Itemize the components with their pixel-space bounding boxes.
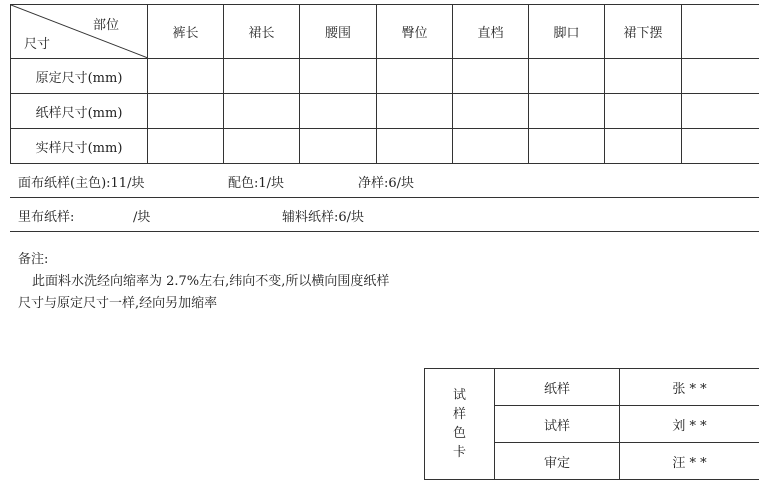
table-row [11,59,759,94]
diagonal-header [11,5,147,58]
corner-label-part: 部位 [92,18,119,33]
table-cell [300,94,377,129]
table-cell [453,129,529,164]
notes-line: 尺寸与原定尺寸一样,经向另加缩率 [18,296,218,311]
column-header: 臀位 [377,5,453,59]
lining-paper: 里布纸样: [18,210,75,225]
notes-line: 此面料水洗经向缩率为 2.7%左右,纬向不变,所以横向围度纸样 [32,274,390,289]
signoff-person: 汪 * * [620,443,759,480]
table-cell [148,94,224,129]
table-cell [300,129,377,164]
table-cell [300,59,377,94]
table-cell [682,129,759,164]
table-cell [377,59,453,94]
signoff-person: 刘 * * [620,406,759,443]
table-cell [529,94,605,129]
table-cell [148,59,224,94]
table-cell [453,94,529,129]
main-fabric-paper: 面布纸样(主色):11/块 [18,176,145,191]
column-header: 脚口 [529,5,605,59]
table-cell [605,59,682,94]
table-cell [453,59,529,94]
accessory-paper: 辅料纸样:6/块 [282,210,365,225]
table-row [11,94,759,129]
table-cell [605,129,682,164]
table-cell [148,129,224,164]
signoff-item: 纸样 [495,369,620,406]
signoff-item: 审定 [495,443,620,480]
table-cell [682,94,759,129]
vertical-char: 试 [452,388,466,403]
row-divider [10,231,759,232]
column-header: 腰围 [300,5,377,59]
corner-label-size: 尺寸 [24,37,51,52]
signoff-row [425,369,759,406]
table-cell [224,94,300,129]
sample-color-card-label [425,369,495,480]
column-header: 裤长 [148,5,224,59]
table-cell [682,59,759,94]
row-label: 纸样尺寸(mm) [11,94,148,129]
column-header: 裙下摆 [605,5,682,59]
signoff-item: 试样 [495,406,620,443]
column-header: 裙长 [224,5,300,59]
net-sample-paper: 净样:6/块 [358,176,415,191]
vertical-char: 卡 [452,445,466,460]
table-cell [529,59,605,94]
table-header-row [11,5,759,59]
table-cell [377,94,453,129]
row-label: 实样尺寸(mm) [11,129,148,164]
measurement-table [10,4,759,164]
column-header: 直档 [453,5,529,59]
lining-paper-unit: /块 [133,210,151,225]
row-label: 原定尺寸(mm) [11,59,148,94]
notes-section [18,249,389,315]
table-cell [605,94,682,129]
vertical-char: 样 [452,407,466,422]
signoff-person: 张 * * [620,369,759,406]
corner-cell [11,5,148,59]
table-row [11,129,759,164]
column-header [682,5,759,59]
table-cell [529,129,605,164]
table-cell [377,129,453,164]
signoff-table [424,368,759,480]
table-cell [224,129,300,164]
row-divider [10,197,759,198]
vertical-char: 色 [452,426,466,441]
table-cell [224,59,300,94]
match-color-paper: 配色:1/块 [228,176,285,191]
notes-title: 备注: [18,252,49,267]
